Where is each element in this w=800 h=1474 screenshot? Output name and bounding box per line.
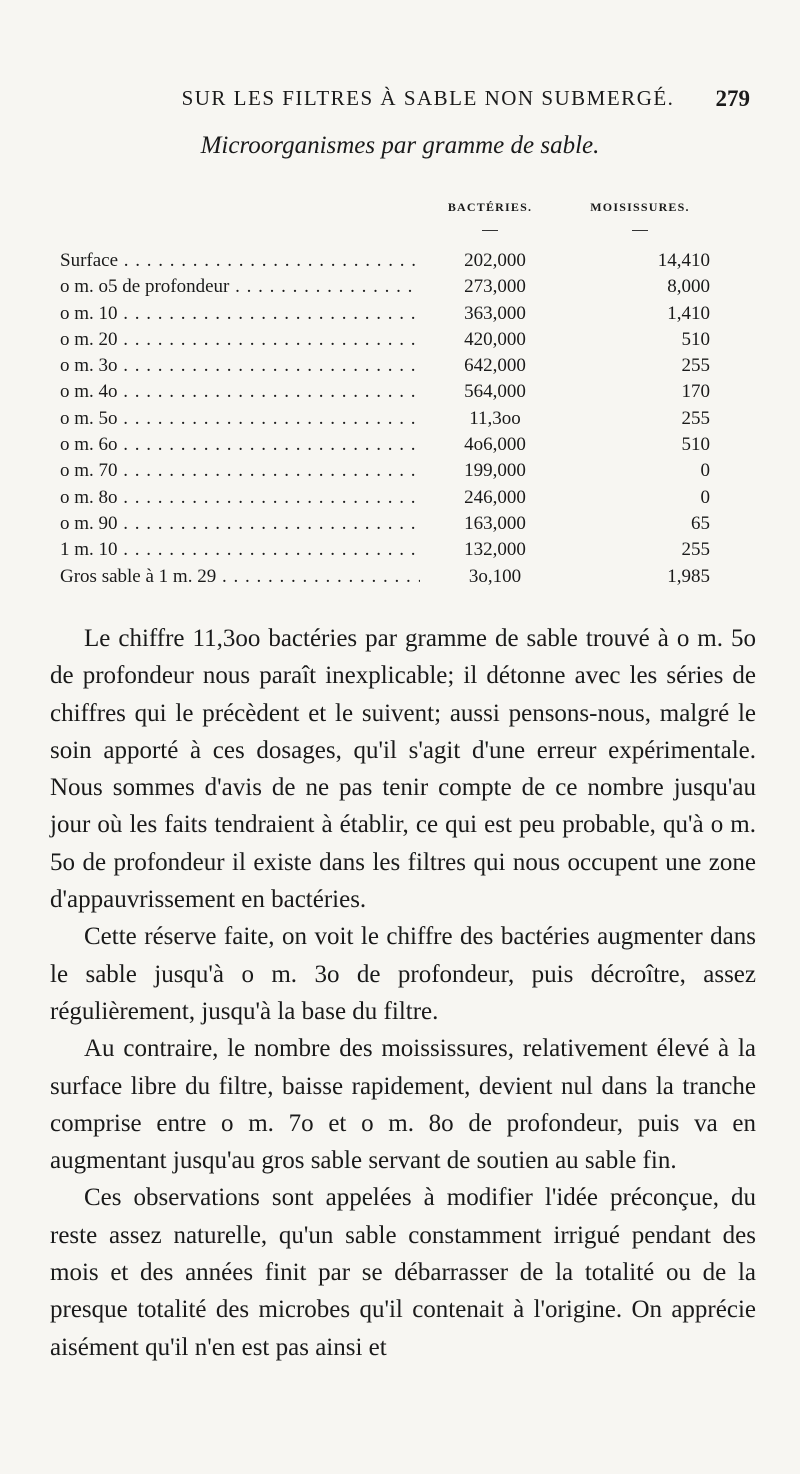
- mold-count: 510: [681, 434, 710, 456]
- column-rule: [632, 230, 648, 231]
- table-row: [60, 486, 710, 513]
- running-title: SUR LES FILTRES À SABLE NON SUBMERGÉ.: [181, 86, 675, 110]
- bacteria-count: 4o6,000: [464, 434, 526, 456]
- depth-label: 1 m. 10 . . .: [60, 539, 420, 561]
- depth-label: o m. o5 de profondeur . . .: [60, 276, 420, 298]
- mold-count: 255: [681, 539, 710, 561]
- mold-count: 1,985: [667, 565, 710, 587]
- bacteria-count: 11,3oo: [469, 407, 521, 429]
- table-row: [60, 512, 710, 539]
- mold-count: 14,410: [657, 250, 710, 271]
- body-text: [50, 620, 756, 1366]
- table-row: [60, 276, 710, 302]
- mold-count: 255: [681, 407, 710, 429]
- mold-count: 65: [691, 512, 710, 534]
- depth-label: o m. 3o . . .: [60, 355, 420, 377]
- page-header: [60, 86, 750, 122]
- table-row: [60, 434, 710, 460]
- mold-count: 510: [681, 328, 710, 350]
- depth-label: o m. 20 . . .: [60, 329, 420, 351]
- table-row: [60, 381, 710, 407]
- bacteria-count: 273,000: [464, 276, 526, 298]
- depth-label: o m. 70 . . .: [60, 460, 420, 482]
- mold-count: 0: [700, 460, 710, 482]
- mold-count: 170: [681, 381, 710, 403]
- bacteria-count: 363,000: [464, 302, 526, 324]
- table-row: [60, 539, 710, 565]
- table-row: [60, 355, 710, 381]
- mold-count: 0: [700, 486, 710, 508]
- table-title: Microorganismes par gramme de sable.: [200, 132, 600, 159]
- table-row: [60, 328, 710, 355]
- bacteria-count: 642,000: [464, 355, 526, 377]
- paragraph: Au contraire, le nombre des moississures, relativement élevé à la surface libre du filtre, baisse rapidement, devient nul dans la tranche comprise entre o m. 7o et o m. 8o de profondeur, puis va en augmentant jusqu'au gros sable servant de soutien au sable fin.: [50, 1035, 756, 1175]
- table-row: [60, 460, 710, 486]
- column-header-molds: MOISISSURES.: [590, 200, 690, 214]
- depth-label: o m. 90 . . .: [60, 513, 420, 535]
- paragraph: Le chiffre 11,3oo bactéries par gramme de sable trouvé à o m. 5o de profondeur nous paraît inexplicable; il détonne avec les séries de chiffres qui le précèdent et le suivent; aussi pensons-nous, malgré le soin apporté à ces dosages, qu'il s'agit d'une erreur expérimentale. Nous sommes d'avis de ne pas tenir compte de ce nombre jusqu'au jour où les faits tendraient à établir, ce qui est peu probable, qu'à o m. 5o de profondeur il existe dans les filtres qui nous occupent une zone d'appauvrissement en bactéries.: [50, 625, 756, 914]
- depth-label: o m. 5o . . .: [60, 408, 420, 430]
- microorganism-table: [60, 250, 710, 592]
- page-number: 279: [715, 86, 750, 111]
- mold-count: 1,410: [667, 302, 710, 324]
- bacteria-count: 420,000: [464, 328, 526, 350]
- table-row: [60, 407, 710, 434]
- bacteria-count: 564,000: [464, 381, 526, 403]
- column-header-bacteria: BACTÉRIES.: [447, 200, 533, 214]
- depth-label: o m. 8o . . .: [60, 487, 420, 509]
- bacteria-count: 246,000: [464, 486, 526, 508]
- depth-label: Surface . . .: [60, 250, 420, 272]
- bacteria-count: 163,000: [464, 512, 526, 534]
- bacteria-count: 202,000: [464, 250, 526, 271]
- depth-label: o m. 4o . . .: [60, 381, 420, 403]
- bacteria-count: 132,000: [464, 539, 526, 561]
- table-row: [60, 302, 710, 329]
- depth-label: Gros sable à 1 m. 29 . . .: [60, 566, 420, 588]
- paragraph: Cette réserve faite, on voit le chiffre des bactéries augmenter dans le sable jusqu'à o m. 3o de profondeur, puis décroître, assez régulièrement, jusqu'à la base du filtre.: [50, 923, 756, 1025]
- depth-label: o m. 10 . . .: [60, 303, 420, 325]
- paragraph: Ces observations sont appelées à modifier l'idée préconçue, du reste assez naturelle, qu'un sable constamment irrigué pendant des mois et des années finit par se débarrasser de la totalité ou de la presque totalité des microbes qu'il contenait à l'origine. On apprécie aisément qu'il n'en est pas ainsi et: [50, 1184, 756, 1361]
- depth-label: o m. 6o . . .: [60, 434, 420, 456]
- table-row: [60, 565, 710, 592]
- bacteria-count: 3o,100: [468, 565, 522, 587]
- bacteria-count: 199,000: [464, 460, 526, 482]
- column-rule: [482, 230, 498, 231]
- mold-count: 255: [681, 355, 710, 377]
- mold-count: 8,000: [667, 276, 710, 298]
- table-row: [60, 250, 710, 276]
